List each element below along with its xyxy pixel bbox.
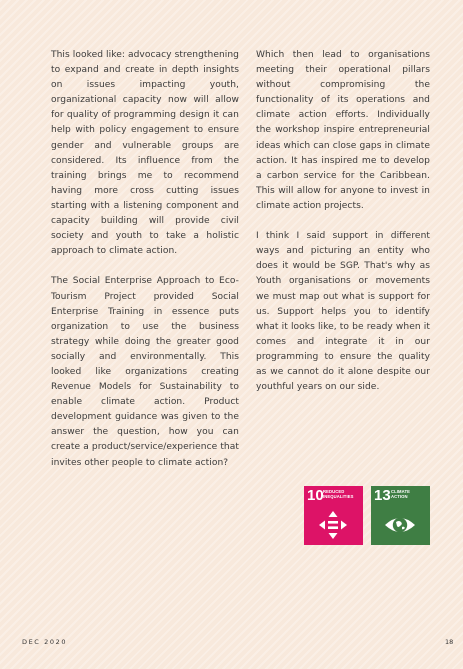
- paragraph: This looked like: advocacy strengthening to expand and create in depth insights on issues impacting youth, organizational capacity now will allow for quality of programming design it can help with policy engagement to ensure gender and vulnerable groups are considered. Its influence from the training brings me to recommend having more cross cutting issues starting with a listening component and capacity building will provide civil society and youth to take a holistic approach to climate action.: [51, 50, 239, 257]
- sdg-10-badge: [304, 486, 363, 545]
- issue-date: DEC 2020: [22, 638, 68, 646]
- sdg-title: [323, 489, 361, 499]
- page-number: 18: [445, 638, 454, 646]
- sdg-number: 13: [374, 487, 391, 504]
- sdg-number: 10: [307, 487, 324, 504]
- sdg-title-line: CLIMATE: [391, 489, 410, 494]
- sdg-title: [391, 489, 429, 499]
- sdg-13-badge: [371, 486, 430, 545]
- right-text-column: [256, 48, 430, 410]
- sdg-title-line: INEQUALITIES: [323, 494, 354, 499]
- equality-icon: [316, 508, 350, 542]
- left-text-column: [51, 48, 239, 486]
- sdg-title-line: ACTION: [391, 494, 408, 499]
- paragraph: The Social Enterprise Approach to Eco- Tourism Project provided Social Enterprise Training in essence puts organization to use the business strategy while doing the greater good socially and environmentally. This looked like organizations creating Revenue Models for Sustainability to enable climate action. Product development guidance was given to the answer the question, how you can create a product/service/experience that invites other people to climate action?: [51, 276, 239, 468]
- paragraph: I think I said support in different ways and picturing an entity who does it would be SGP. That's why as Youth organisations or movements we must map out what is support for us. Support helps you to identify what it looks like, to be ready when it comes and integrate it in our programming to ensure the quality as we cannot do it alone despite our youthful years on our side.: [256, 231, 430, 393]
- paragraph: Which then lead to organisations meeting their operational pillars without compromising the functionality of its operations and climate action efforts. Individually the workshop inspire entrepreneurial ideas which can close gaps in climate action. It has inspired me to develop a carbon service for the Caribbean. This will allow for anyone to invest in climate action projects.: [256, 50, 430, 211]
- sdg-title-line: REDUCED: [323, 489, 345, 494]
- eye-globe-icon: [383, 508, 417, 542]
